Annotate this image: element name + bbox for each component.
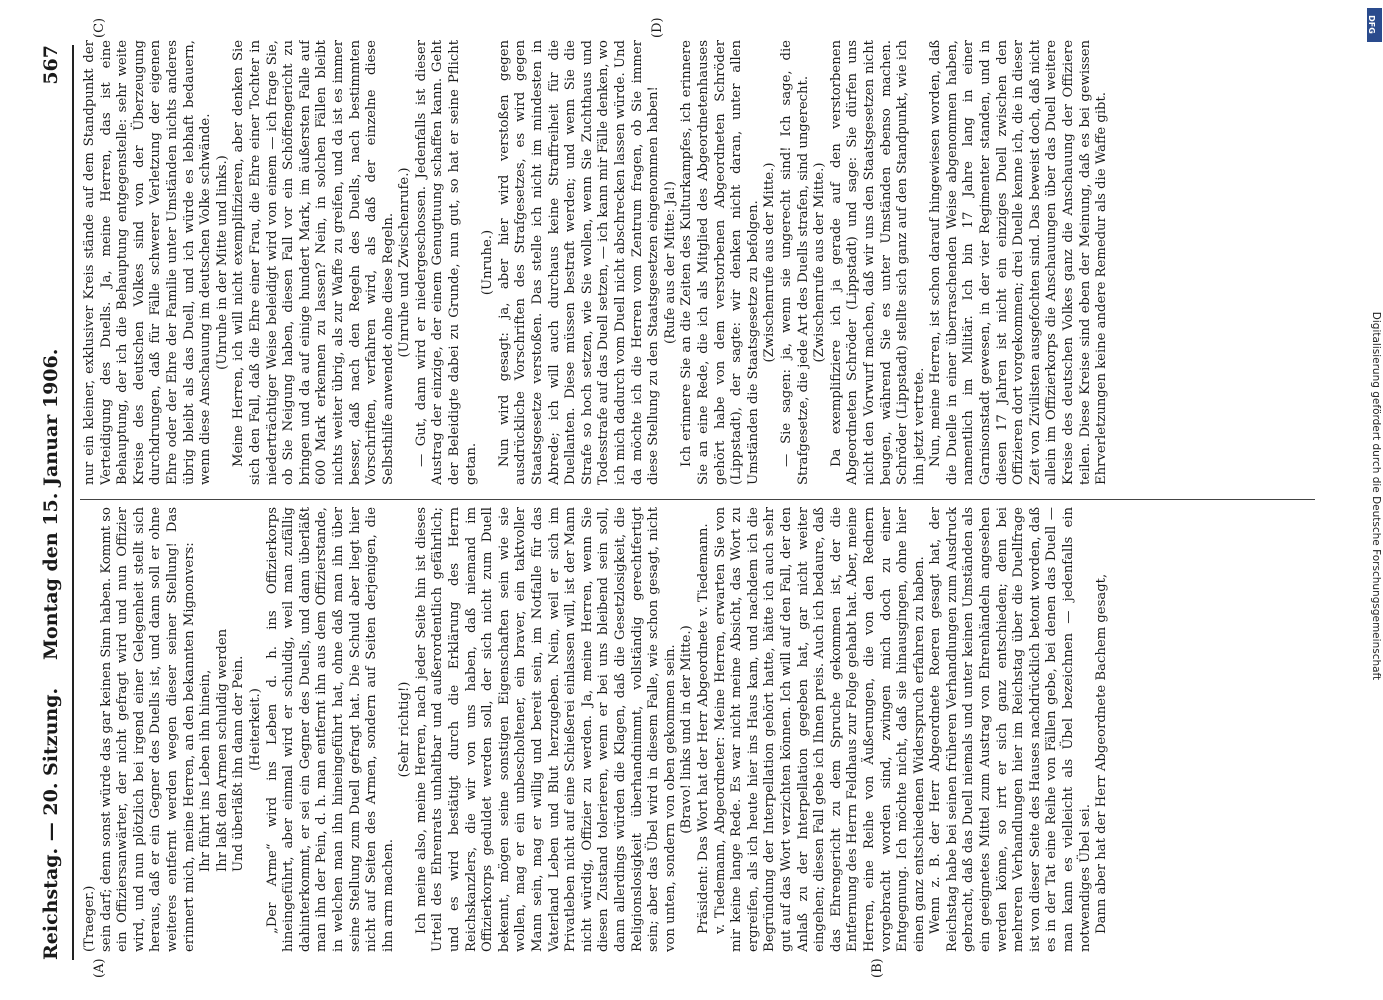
paragraph: Ich meine also, meine Herren, nach jeder Seite hin ist dieses Urteil des Ehrenrats unhaltbar und außerordentlich gefährlich; und es wird bestätigt durch die Erklärung des Herrn Reichskanzlers, die wir von uns haben, daß niemand im Offizierkorps geduldet werden soll, der sich nicht zum Duell bekennt, mögen seine sonstigen Eigenschaften sein wie sie wollen, mag er ein unbescholtener, ein braver, ein taktvoller Mann sein, mag er willig und bereit sein, im Notfalle für das Vaterland Leben und Blut herzugeben. Nein, weil er sich im Privatleben nicht auf eine Schießerei einlassen will, ist der Mann nicht würdig, Offizier zu werden. Ja, meine Herren, wenn Sie diesen Zustand tolerieren, wenn er bei uns bleibend sein soll, dann allerdings würden die Klagen, daß die Gesetzlosigkeit, die Religionslosigkeit überhandnimmt, vollständig gerechtfertigt sein; aber das Übel wird in diesem Falle, wie schon gesagt, nicht von unten, sondern von oben gekommen sein. — [413, 507, 678, 952]
margin-mark-d: (D) — [650, 17, 665, 38]
paragraph: (Bravo! links und in der Mitte.) — [679, 625, 695, 834]
column-divider — [80, 499, 1315, 500]
paragraph: (Sehr richtig!) — [397, 681, 413, 778]
paragraph: „Der Arme“ wird ins Leben d. h. ins Offizierkorps hineingeführt, aber einmal wird er schuldig, weil man zufällig dahinterkommt, er sei ein Gegner des Duells, und dann überläßt man ihn der Pein, d. h. man entfernt ihn aus dem Offizierstande, in welchen man ihn hineingeführt hat, ohne daß man ihn über seine Stellung zum Duell gefragt hat. Die Schuld aber liegt hier nicht auf Seiten des Armen, sondern auf Seiten derjenigen, die ihn arm machen. — [264, 507, 396, 952]
digitization-credit — [1366, 0, 1383, 1000]
paragraph: (Unruhe.) — [480, 229, 496, 296]
paragraph: (Unruhe in der Mitte und links.) — [214, 155, 230, 370]
paragraph: — Sie sagen: ja, wenn sie ungerecht sind! Ich sage, die Strafgesetze, die jede Art des Duells strafen, sind ungerecht. — [778, 40, 811, 485]
paragraph: (Unruhe und Zwischenrufe.) — [397, 167, 413, 358]
paragraph: Ihr laßt den Armen schuldig werden — [214, 628, 230, 872]
paragraph: Dann aber hat der Herr Abgeordnete Bachem gesagt, — [1094, 573, 1110, 934]
header-session: Reichstag. — 20. Sitzung. — [40, 687, 62, 960]
margin-mark-a: (A) — [92, 958, 107, 978]
credit-text: Digitalisierung gefördert durch die Deutsche Forschungsgemeinschaft — [1370, 311, 1382, 681]
paragraph: Wenn z. B. der Herr Abgeordnete Roeren gesagt hat, der Reichstag habe bei seinen früheren Verhandlungen zum Ausdruck gebracht, daß das Duell niemals und unter keinen Umständen als ein geeignetes Mittel zum Austrag von Ehrenhändeln angesehen werden könne, so irrt er sich ganz entschieden; denn bei mehreren Verhandlungen hier im Reichstag über die Duellfrage ist von dieser Seite des Hauses nachdrücklich betont worden, daß es in der Tat eine Reihe von Fällen gebe, bei denen das Duell — man kann es vielleicht als Übel bezeichnen — jedenfalls ein notwendiges Übel sei. — [928, 507, 1093, 952]
paragraph: Präsident: Das Wort hat der Herr Abgeordnete v. Tiedemann. — [695, 523, 711, 934]
margin-mark-c: (C) — [92, 17, 107, 38]
paragraph: (Zwischenrufe aus der Mitte.) — [812, 162, 828, 363]
paragraph: Nun wird gesagt: ja, aber hier wird verstoßen gegen ausdrückliche Vorschriften des Strafgesetzes, es wird gegen Staatsgesetze verstoßen. Das stelle ich nicht im mindesten in Abrede; ich will auch durchaus keine Straffreiheit für die Duellanten. Diese müssen bestraft werden; und wenn Sie die Strafe so hoch setzen, wie Sie wollen, wenn Sie Zuchthaus und Todesstrafe auf das Duell setzen, — ich kann mir Fälle denken, wo ich mich dadurch vom Duell nicht abschrecken lassen würde. Und da möchte ich die Herren vom Zentrum fragen, ob Sie immer diese Stellung zu den Staatsgesetzen eingenommen haben! — [496, 40, 662, 485]
paragraph: Da exemplifiziere ich ja gerade auf den verstorbenen Abgeordneten Schröder (Lippstadt) und sage: Sie dürfen uns nicht den Vorwurf machen, daß wir uns den Staatsgesetzen nicht beugen, während Sie es unter Umständen ebenso machen. Schröder (Lippstadt) stellte sich ganz auf den Standpunkt, wie ich ihn jetzt vertrete. — [828, 40, 927, 485]
paragraph: v. Tiedemann, Abgeordneter: Meine Herren, erwarten Sie von mir keine lange Rede. Es war nicht meine Absicht, das Wort zu ergreifen, als ich heute hier ins Haus kam, und nachdem ich die Begründung der Interpellation gehört hatte, hätte ich auch sehr gut auf das Wort verzichten können. Ich will auf den Fall, der den Anlaß zu der Interpellation gegeben hat, gar nicht weiter eingehen; diesen Fall gebe ich Ihnen preis. Auch ich bedaure, daß das Ehrengericht zu dem Spruche gekommen ist, der die Entfernung des Herrn Feldhaus zur Folge gehabt hat. Aber, meine Herren, eine Reihe von Äußerungen, die von den Rednern vorgebracht worden sind, zwingen mich doch zu einer Entgegnung. Ich möchte nicht, daß sie hinausgingen, ohne hier einen ganz entschiedenen Widerspruch erfahren zu haben. — [712, 507, 927, 952]
paragraph: nur ein kleiner, exklusiver Kreis stände auf dem Standpunkt der Verteidigung des Duells. Ja, meine Herren, das ist eine Behauptung, der ich die Behauptung entgegenstelle: sehr weite Kreise des deutschen Volkes sind von der Überzeugung durchdrungen, daß für Fälle schwerer Verletzung der eigenen Ehre oder der Ehre der Familie unter Umständen nichts anderes übrig bleibt als das Duell, und ich würde es lebhaft bedauern, wenn diese Anschauung im deutschen Volke schwände. — [82, 40, 214, 485]
left-text-column — [82, 507, 1307, 952]
paragraph: Meine Herren, ich will nicht exemplifizieren, aber denken Sie sich den Fall, daß die Ehre einer Frau, die Ehre einer Tochter in niederträchtiger Weise beleidigt wird von einem — ich frage Sie, ob Sie Neigung haben, diesen Fall vor ein Schöffengericht zu bringen und da auf einige hundert Mark, im äußersten Falle auf 600 Mark erkennen zu lassen? Nein, in solchen Fällen bleibt nichts weiter übrig, als zur Waffe zu greifen, und da ist es immer besser, daß nach den Regeln des Duells, nach bestimmten Vorschriften, verfahren wird, als daß der einzelne diese Selbsthilfe anwendet ohne diese Regeln. — [231, 40, 396, 485]
page-number: 567 — [40, 45, 62, 85]
paragraph: Nun, meine Herren, ist schon darauf hingewiesen worden, daß die Duelle in einer überraschenden Weise abgenommen haben, namentlich im Militär. Ich bin 17 Jahre lang in einer Garnisonstadt gewesen, in der vier Regimenter standen, und in diesen 17 Jahren ist nicht ein einziges Duell zwischen den Offizieren dort vorgekommen; drei Duelle kenne ich, die in dieser Zeit von Zivilisten ausgefochten sind. Das beweist doch, daß nicht allein im Offizierkorps die Anschauungen über das Duell weitere Kreise des deutschen Volkes ganz die Anschauung der Offiziere teilen. Diese Kreise sind eben der Meinung, daß es bei gewissen Ehrverletzungen keine andere Remedur als die Waffe gibt. — [928, 40, 1110, 485]
paragraph: — Gut, dann wird er niedergeschossen. Jedenfalls ist dieser Austrag der einzige, der einem Genugtuung schaffen kann. Geht der Beleidigte dabei zu Grunde, nun gut, so hat er seine Pflicht getan. — [413, 40, 479, 485]
paragraph: Ihr führt ins Leben ihn hinein, — [198, 669, 214, 872]
paragraph: sein darf; denn sonst würde das gar keinen Sinn haben. Kommt so ein Offiziersanwärter, der nicht gefragt wird und nun Offizier wird, und nun plötzlich bei irgend einer Gelegenheit stellt sich heraus, daß er ein Gegner des Duells ist, und dann soll er ohne weiteres entfernt werden wegen dieser seiner Stellung! Das erinnert mich, meine Herren, an den bekannten Mignonvers: — [98, 507, 197, 952]
header-rule — [72, 45, 74, 960]
margin-mark-b: (B) — [870, 958, 885, 978]
paragraph: (Heiterkeit.) — [247, 688, 263, 771]
paragraph: (Zwischenrufe aus der Mitte.) — [762, 162, 778, 363]
dfg-logo-text: DFG — [1366, 15, 1376, 34]
dfg-logo — [1367, 8, 1382, 42]
header-date: Montag den 15. Januar 1906. — [40, 348, 62, 660]
paragraph: (Rufe aus der Mitte: Ja!) — [662, 181, 678, 344]
paragraph: Und überläßt ihn dann der Pein. — [231, 655, 247, 872]
page-header — [36, 45, 72, 960]
paragraph: (Traeger.) — [82, 885, 97, 952]
paragraph: Ich erinnere Sie an die Zeiten des Kulturkampfes, ich erinnere Sie an eine Rede, die ich als Mitglied des Abgeordnetenhauses gehört habe von dem verstorbenen Abgeordneten Schröder (Lippstadt), der sagte: wir denken nicht daran, unter allen Umständen die Staatsgesetze zu befolgen. — [679, 40, 761, 485]
right-text-column — [82, 40, 1307, 485]
